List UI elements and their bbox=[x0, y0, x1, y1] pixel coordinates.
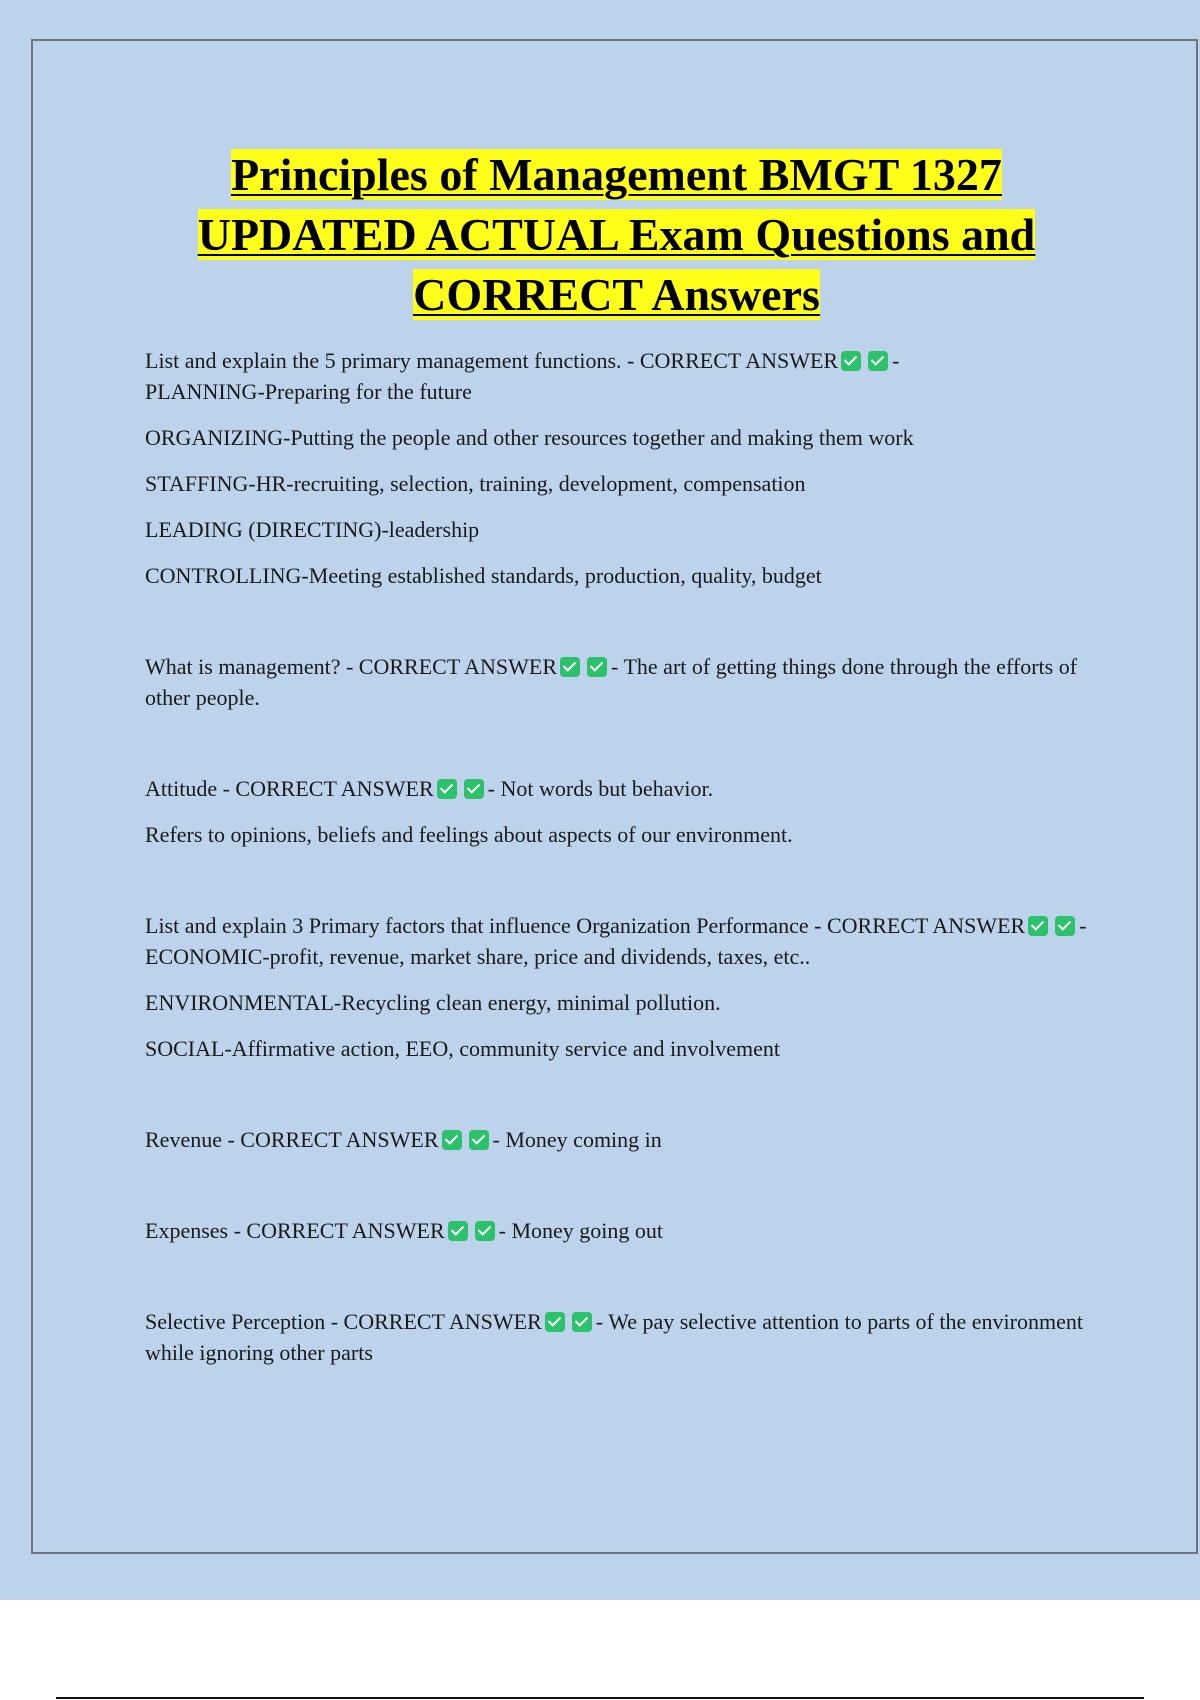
check-mark-icon bbox=[469, 1130, 489, 1150]
check-mark-icon bbox=[448, 1221, 468, 1241]
answer-text: - bbox=[892, 348, 900, 373]
check-mark-icon bbox=[560, 657, 580, 677]
check-mark-icon bbox=[868, 351, 888, 371]
title-line-3: CORRECT Answers bbox=[413, 269, 820, 320]
qa-item-2 bbox=[145, 651, 1095, 713]
answer-detail: STAFFING-HR-recruiting, selection, training, development, compensation bbox=[145, 471, 806, 496]
question-text: Attitude - CORRECT ANSWER bbox=[145, 776, 434, 801]
footer-rule bbox=[56, 1697, 1144, 1699]
answer-text: - We pay selective attention to parts of the environment while ignoring other parts bbox=[145, 1309, 1083, 1365]
question-text: What is management? - CORRECT ANSWER bbox=[145, 654, 558, 679]
qa-item-5 bbox=[145, 1124, 1095, 1155]
answer-text: - Money coming in bbox=[492, 1127, 662, 1152]
question-text: Revenue - CORRECT ANSWER bbox=[145, 1127, 439, 1152]
qa-item-1 bbox=[145, 345, 1095, 407]
question-text: List and explain the 5 primary management functions. - CORRECT ANSWER bbox=[145, 348, 839, 373]
answer-detail: SOCIAL-Affirmative action, EEO, community service and involvement bbox=[145, 1036, 780, 1061]
qa-item-3 bbox=[145, 773, 1095, 804]
check-mark-icon bbox=[1028, 916, 1048, 936]
check-mark-icon bbox=[1055, 916, 1075, 936]
answer-detail: ORGANIZING-Putting the people and other resources together and making them work bbox=[145, 425, 914, 450]
qa-item-7 bbox=[145, 1306, 1095, 1368]
answer-text: - ECONOMIC-profit, revenue, market share, price and dividends, taxes, etc.. bbox=[145, 913, 1087, 969]
check-mark-icon bbox=[464, 779, 484, 799]
qa-item-6 bbox=[145, 1215, 1095, 1246]
answer-detail: LEADING (DIRECTING)-leadership bbox=[145, 517, 480, 542]
check-mark-icon bbox=[437, 779, 457, 799]
check-mark-icon bbox=[572, 1312, 592, 1332]
question-text: Expenses - CORRECT ANSWER bbox=[145, 1218, 445, 1243]
answer-detail: ENVIRONMENTAL-Recycling clean energy, minimal pollution. bbox=[145, 990, 721, 1015]
question-text: Selective Perception - CORRECT ANSWER bbox=[145, 1309, 542, 1334]
document-title bbox=[100, 145, 1133, 325]
answer-text: PLANNING-Preparing for the future bbox=[145, 379, 472, 404]
answer-text: - Money going out bbox=[498, 1218, 664, 1243]
answer-text: - The art of getting things done through the efforts of other people. bbox=[145, 654, 1078, 710]
check-mark-icon bbox=[442, 1130, 462, 1150]
qa-content bbox=[145, 345, 1095, 1368]
answer-text: - Not words but behavior. bbox=[487, 776, 714, 801]
answer-detail: Refers to opinions, beliefs and feelings about aspects of our environment. bbox=[145, 822, 793, 847]
title-line-2: UPDATED ACTUAL Exam Questions and bbox=[197, 209, 1036, 260]
check-mark-icon bbox=[475, 1221, 495, 1241]
check-mark-icon bbox=[587, 657, 607, 677]
qa-item-4 bbox=[145, 910, 1095, 972]
title-line-1: Principles of Management BMGT 1327 bbox=[231, 149, 1002, 200]
check-mark-icon bbox=[841, 351, 861, 371]
check-mark-icon bbox=[545, 1312, 565, 1332]
question-text: List and explain 3 Primary factors that influence Organization Performance - CORRECT ANSWER bbox=[145, 913, 1026, 938]
answer-detail: CONTROLLING-Meeting established standards, production, quality, budget bbox=[145, 563, 822, 588]
